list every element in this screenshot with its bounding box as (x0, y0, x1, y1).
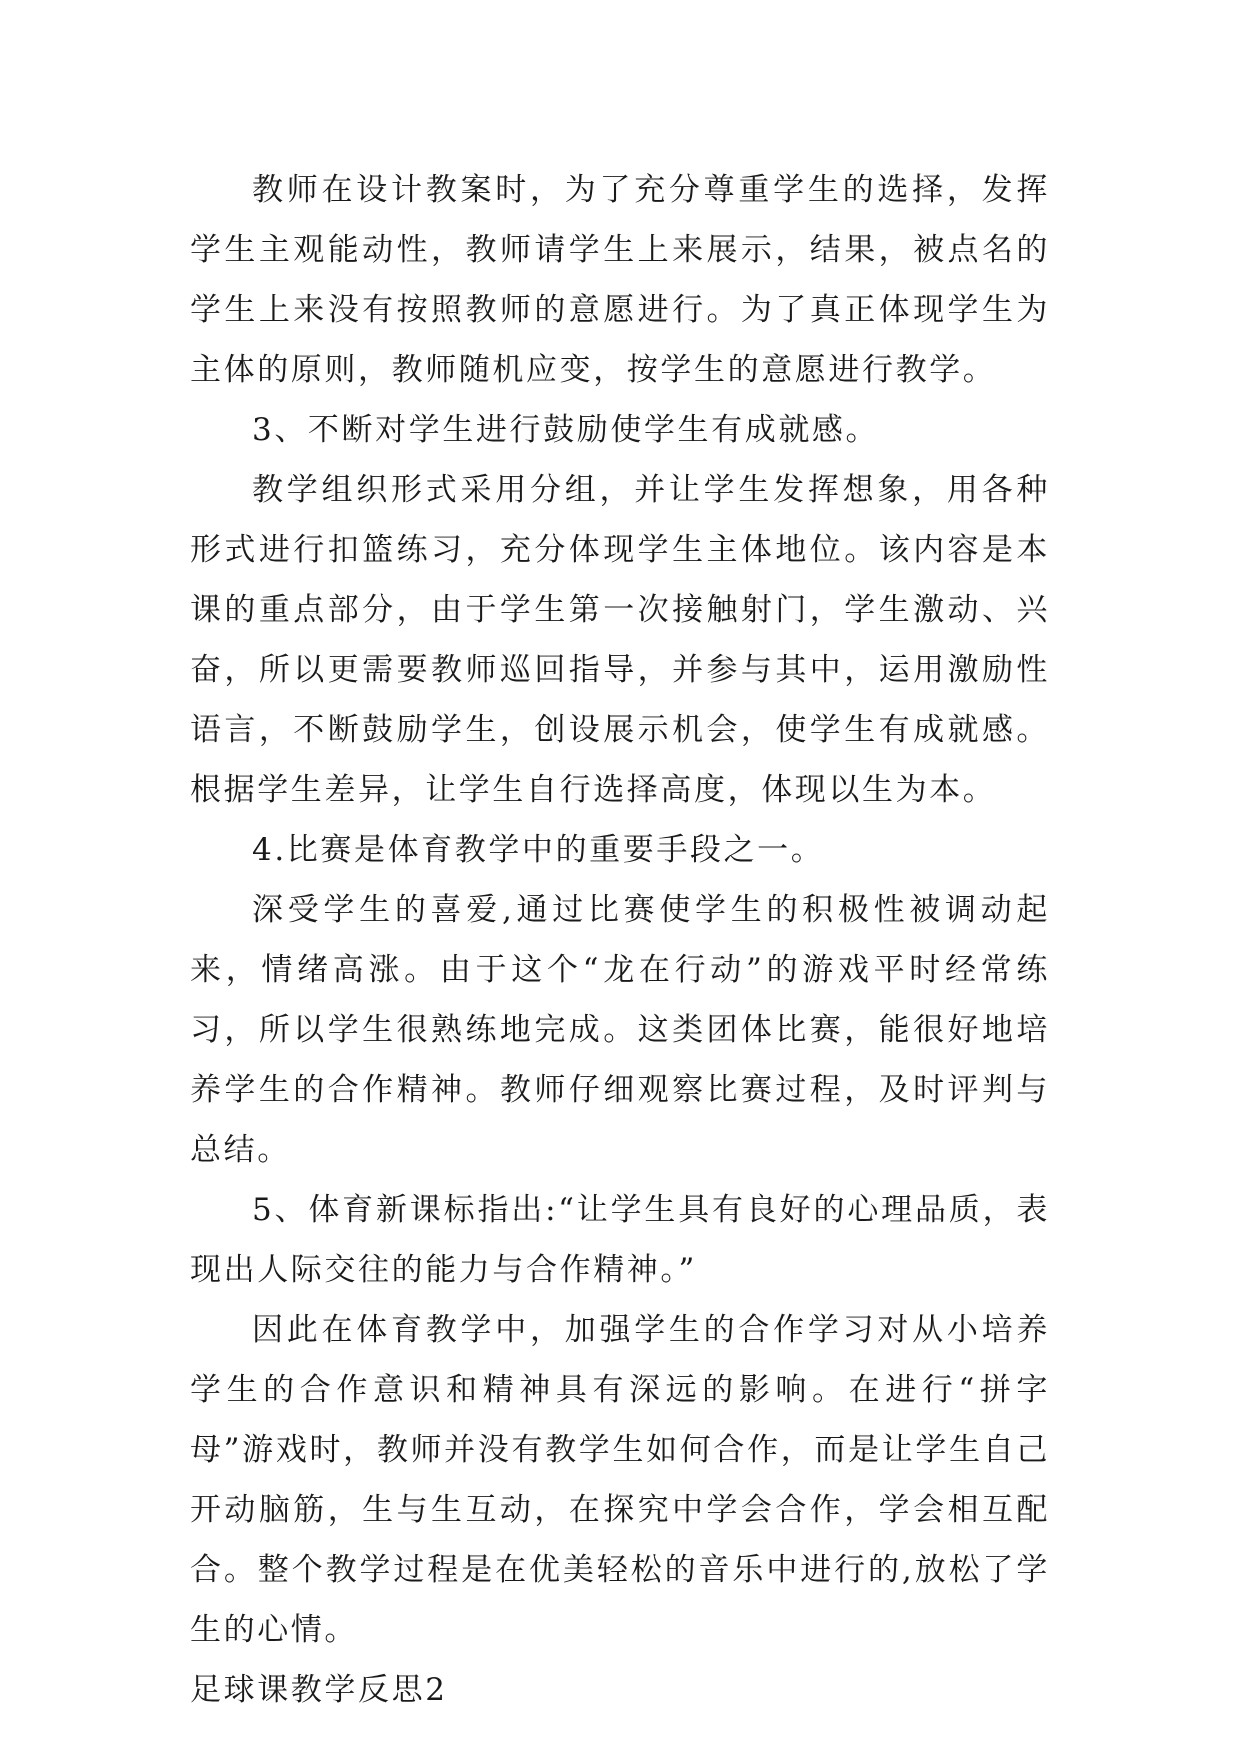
heading-competition: 4.比赛是体育教学中的重要手段之一。 (252, 832, 825, 868)
heading-curriculum-standard: 5、体育新课标指出:“让学生具有良好的心理品质，表现出人际交往的能力与合作精神。” (190, 1192, 1050, 1288)
paragraph-group-organization: 教学组织形式采用分组，并让学生发挥想象，用各种形式进行扣篮练习，充分体现学生主体地位。该内容是本课的重点部分，由于学生第一次接触射门，学生激动、兴奋，所以更需要教师巡回指导，并参与其中，运用激励性语言，不断鼓励学生，创设展示机会，使学生有成就感。根据学生差异，让学生自行选择高度，体现以生为本。 (190, 472, 1050, 808)
paragraph-cooperation: 因此在体育教学中，加强学生的合作学习对从小培养学生的合作意识和精神具有深远的影响。在进行“拼字母”游戏时，教师并没有教学生如何合作，而是让学生自己开动脑筋，生与生互动，在探究中学会合作，学会相互配合。整个教学过程是在优美轻松的音乐中进行的,放松了学生的心情。 (190, 1312, 1050, 1648)
paragraph-teacher-design: 教师在设计教案时，为了充分尊重学生的选择，发挥学生主观能动性，教师请学生上来展示，结果，被点名的学生上来没有按照教师的意愿进行。为了真正体现学生为主体的原则，教师随机应变，按学生的意愿进行教学。 (190, 172, 1050, 388)
heading-encouragement: 3、不断对学生进行鼓励使学生有成就感。 (252, 412, 880, 448)
paragraph-competition: 深受学生的喜爱,通过比赛使学生的积极性被调动起来，情绪高涨。由于这个“龙在行动”的游戏平时经常练习，所以学生很熟练地完成。这类团体比赛，能很好地培养学生的合作精神。教师仔细观察比赛过程，及时评判与总结。 (190, 892, 1050, 1168)
section-title: 足球课教学反思2 (190, 1672, 448, 1708)
document-body (190, 160, 1050, 1720)
